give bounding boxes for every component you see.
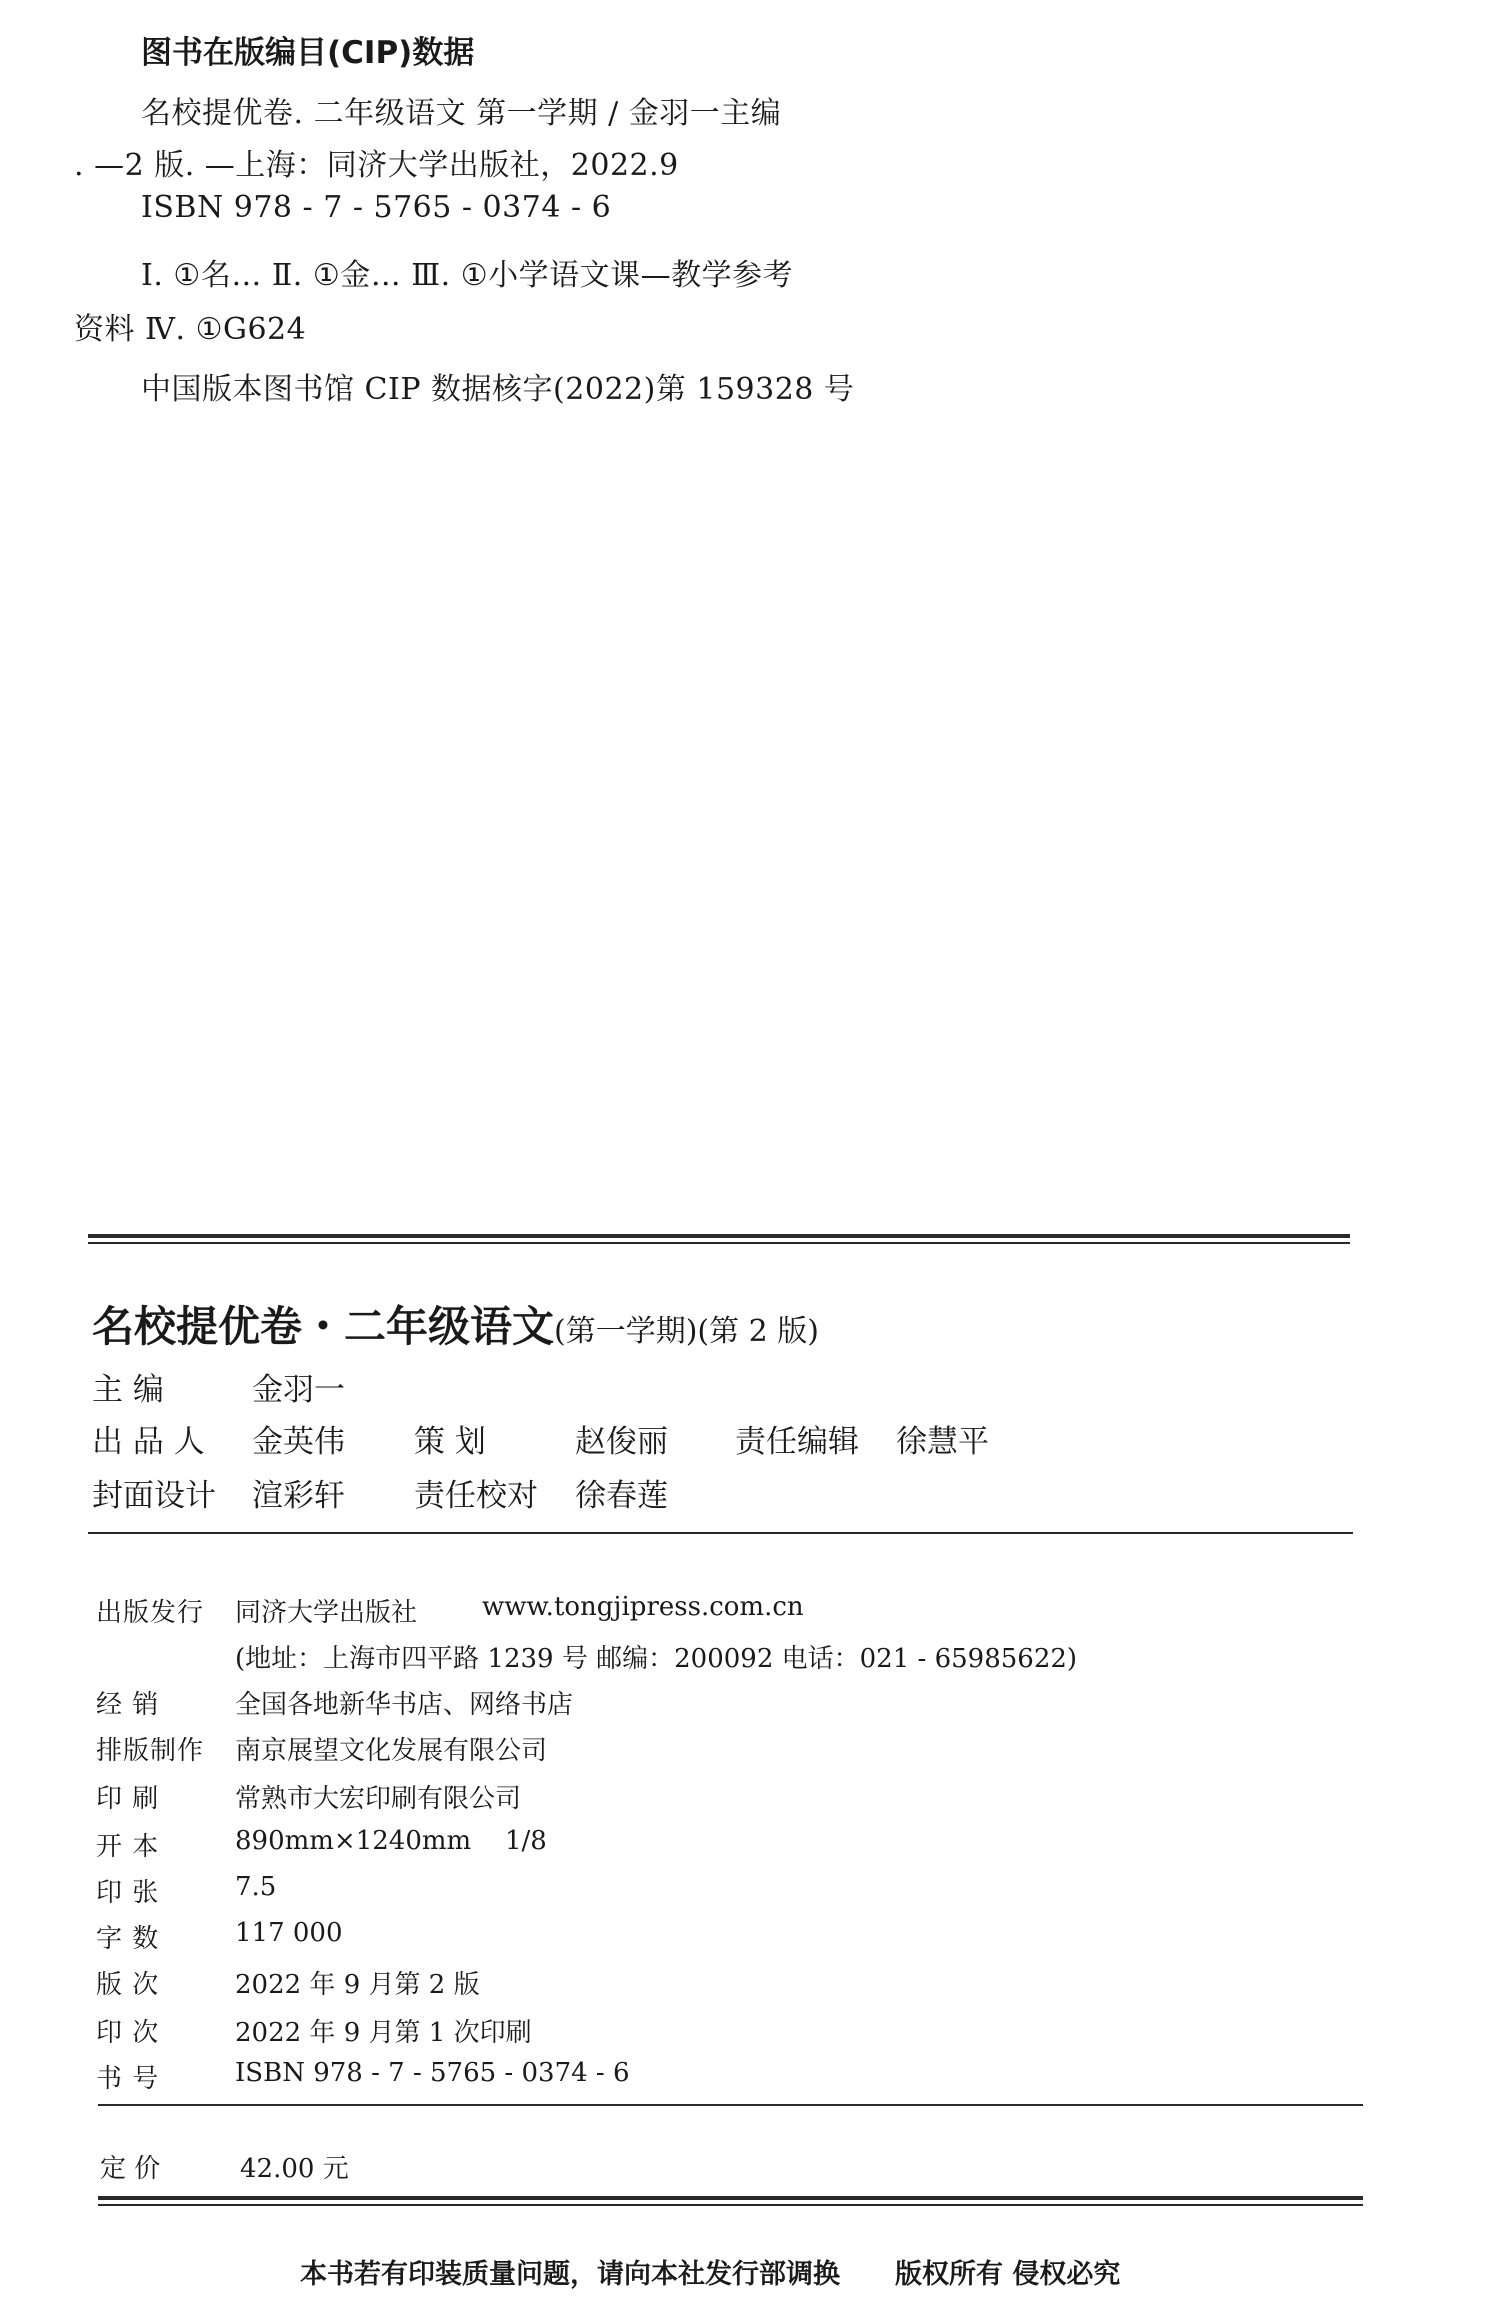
printing-value: 常熟市大宏印刷有限公司 <box>235 1784 522 1814</box>
book-title-main: 名校提优卷・二年级语文 <box>92 1302 555 1351</box>
distribution-value: 全国各地新华书店、网络书店 <box>235 1690 574 1720</box>
editor-in-charge-label: 责任编辑 <box>735 1424 859 1460</box>
cip-classification-line: Ⅰ. ①名… Ⅱ. ①金… Ⅲ. ①小学语文课—教学参考 <box>141 258 794 293</box>
format-fraction: 1/8 <box>505 1826 547 1856</box>
impression-value: 2022 年 9 月第 1 次印刷 <box>235 2018 532 2048</box>
chief-editor-name: 金羽一 <box>252 1372 345 1408</box>
format-value: 890mm×1240mm <box>235 1826 472 1856</box>
copyright-notice: 版权所有 侵权必究 <box>895 2259 1121 2290</box>
top-thin-rule <box>88 1242 1350 1244</box>
publisher-name: 同济大学出版社 <box>235 1598 418 1628</box>
edition-label: 版 次 <box>96 1970 160 2000</box>
edition-value: 2022 年 9 月第 2 版 <box>235 1970 480 2000</box>
typesetting-label: 排版制作 <box>96 1736 205 1766</box>
printing-label: 印 刷 <box>96 1784 160 1814</box>
bottom-thick-rule <box>98 2196 1363 2200</box>
word-count-label: 字 数 <box>96 1924 160 1954</box>
producer-label: 出 品 人 <box>92 1424 205 1460</box>
cover-design-name: 渲彩轩 <box>252 1478 345 1514</box>
book-title-subtitle: (第一学期)(第 2 版) <box>554 1314 819 1349</box>
isbn-label: 书 号 <box>96 2064 160 2094</box>
word-count-value: 117 000 <box>235 1918 343 1948</box>
proofreader-name: 徐春莲 <box>575 1478 668 1514</box>
publisher-label: 出版发行 <box>96 1598 205 1628</box>
price-divider-rule <box>98 2104 1363 2106</box>
book-title <box>92 1294 819 1354</box>
bottom-thin-rule <box>98 2204 1363 2206</box>
cover-design-label: 封面设计 <box>92 1478 216 1514</box>
sheets-label: 印 张 <box>96 1878 160 1908</box>
cip-heading: 图书在版编目(CIP)数据 <box>141 35 475 71</box>
format-label: 开 本 <box>96 1832 160 1862</box>
publisher-website: www.tongjipress.com.cn <box>482 1592 804 1622</box>
cip-edition-line: . —2 版. —上海：同济大学出版社，2022.9 <box>74 148 679 183</box>
price-value: 42.00 元 <box>240 2154 349 2184</box>
isbn-value: ISBN 978 - 7 - 5765 - 0374 - 6 <box>235 2058 630 2088</box>
distribution-label: 经 销 <box>96 1690 160 1720</box>
top-thick-rule <box>88 1234 1350 1238</box>
publisher-address: (地址：上海市四平路 1239 号 邮编：200092 电话：021 - 65985622) <box>235 1644 1078 1674</box>
cip-classification-continued: 资料 Ⅳ. ①G624 <box>74 312 307 347</box>
credits-divider-rule <box>88 1532 1353 1534</box>
typesetting-value: 南京展望文化发展有限公司 <box>235 1736 548 1766</box>
cip-title-line: 名校提优卷. 二年级语文 第一学期 / 金羽一主编 <box>141 96 782 131</box>
price-label: 定 价 <box>100 2154 161 2184</box>
quality-notice: 本书若有印装质量问题，请向本社发行部调换 <box>300 2259 840 2290</box>
cip-verification-number: 中国版本图书馆 CIP 数据核字(2022)第 159328 号 <box>141 372 855 407</box>
producer-name: 金英伟 <box>252 1424 345 1460</box>
editor-in-charge-name: 徐慧平 <box>896 1424 989 1460</box>
impression-label: 印 次 <box>96 2018 160 2048</box>
proofreader-label: 责任校对 <box>414 1478 538 1514</box>
planner-name: 赵俊丽 <box>575 1424 668 1460</box>
chief-editor-label: 主 编 <box>92 1372 164 1408</box>
planner-label: 策 划 <box>414 1424 486 1460</box>
cip-isbn-line: ISBN 978 - 7 - 5765 - 0374 - 6 <box>141 190 612 225</box>
sheets-value: 7.5 <box>235 1872 277 1902</box>
